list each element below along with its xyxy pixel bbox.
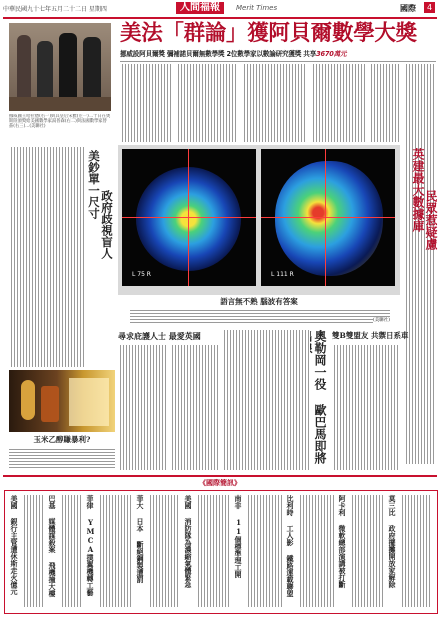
caption-text-lines [130,308,390,323]
brief-headline: 莫三比 政府擺攤開放家解除 [388,495,397,588]
brief-headline: 南非 11個標準理工開 [234,495,243,578]
photo-caption: 挪威國王哈拉德(右一)與其皇后宋雅(左一)二十日在奧斯陸頒獎給美國數學家湯普森(右二)與法國數學家替茲(右三)...(美聯社) [9,114,111,130]
brief-body [298,495,334,607]
brief-body [350,495,384,607]
brief-body [60,495,82,607]
corn-cob [21,380,35,420]
left-headline-part2: 政府歧視盲人 [100,190,114,259]
asylum-story-body [170,345,218,470]
issue-date: 中華民國九十七年五月二十二日 星期四 [3,6,107,13]
scan-label-left: L 75 R [132,271,151,278]
section-name: 國際 [400,4,416,13]
brief-body [196,495,230,607]
briefs-banner: 《國際簡訊》 [199,479,241,487]
side-headline-part1: 英建最大數據庫 [411,148,425,232]
corn-ethanol-photo [9,370,115,432]
crosshair-line [261,217,395,218]
brain-caption-body [130,308,390,325]
main-subhead: 挪威設阿貝爾獎 彌補諾貝爾無數學獎 2位數學家以數論研究獲獎 共享3670萬元 [120,50,347,58]
brief-headline: 美國 銀行主管遭休斯走火億元 [10,495,19,595]
side-headline-part2: 民眾惹疑慮 [424,190,438,250]
brief-body [246,495,282,607]
obama-story-body [222,330,310,470]
brain-activity-blob [275,161,383,276]
person-figure [37,41,53,97]
corn-pile [69,378,109,426]
brain-scan-figure [118,145,400,295]
main-story-column [369,64,400,142]
briefs-section [4,490,438,614]
brain-scan-left [122,149,256,286]
corn-photo-caption: 玉米乙醇賺暴利? [33,435,91,444]
dual-alliance-body [332,345,400,470]
brief-headline: 菲律 YMCA撲翼機轉工藝 [86,495,95,596]
corn-caption-text [9,447,115,469]
person-figure [17,35,31,97]
asylum-story-body [118,345,166,470]
brief-headline: 比利時 工人影 鐵路運載聯盟 [286,495,295,597]
brain-caption-title: 語言無不熟 腦波有答案 [220,297,298,306]
award-ceremony-photo [9,23,111,111]
brief-body [98,495,132,607]
main-headline: 美法「群論」獲阿貝爾數學大獎 [120,21,417,46]
brief-headline: 美國 消防隊為濃縮氣體緊急 [184,495,193,588]
stage-floor [9,97,111,111]
brain-caption-credit: (美聯社) [372,318,390,323]
main-story-column [176,64,238,142]
main-story-column [311,64,365,142]
brain-scan-right [261,149,395,286]
scan-label-right: L 111 R [271,271,294,278]
page-header [0,0,440,17]
brief-body [148,495,180,607]
briefs-top-rule [3,475,437,477]
brief-body [400,495,432,607]
brief-headline: 阿卡利 微軟總部演講被打斷 [338,495,347,588]
person-figure [83,37,101,97]
header-rule [3,17,437,19]
ethanol-bottle [41,386,59,422]
crosshair-line [122,217,256,218]
subhead-divider [120,61,436,62]
person-figure [59,33,77,97]
brief-body [22,495,44,607]
brief-headline: 菲大 日本 斷絕鋼製遭罰 [136,495,145,583]
left-headline-part1: 美鈔單一尺寸 [87,150,101,219]
masthead-logo: 人間福報 [176,2,224,14]
obama-headline: 奧勒岡一役 歐巴馬即將 [313,330,327,464]
main-story-column [120,64,172,142]
brief-headline: 巴基 媒體謀殺案 飛機撞大樓 [48,495,57,597]
left-story-body [9,147,85,367]
page-number: 4 [424,2,435,13]
masthead-logo-en: Merit Times [236,4,278,12]
main-story-column [242,64,307,142]
asylum-headline: 尋求庇護人士 最愛英國 [118,331,201,341]
dual-alliance-headline: 雙B雙盟友 共禦日系車 [332,331,409,340]
